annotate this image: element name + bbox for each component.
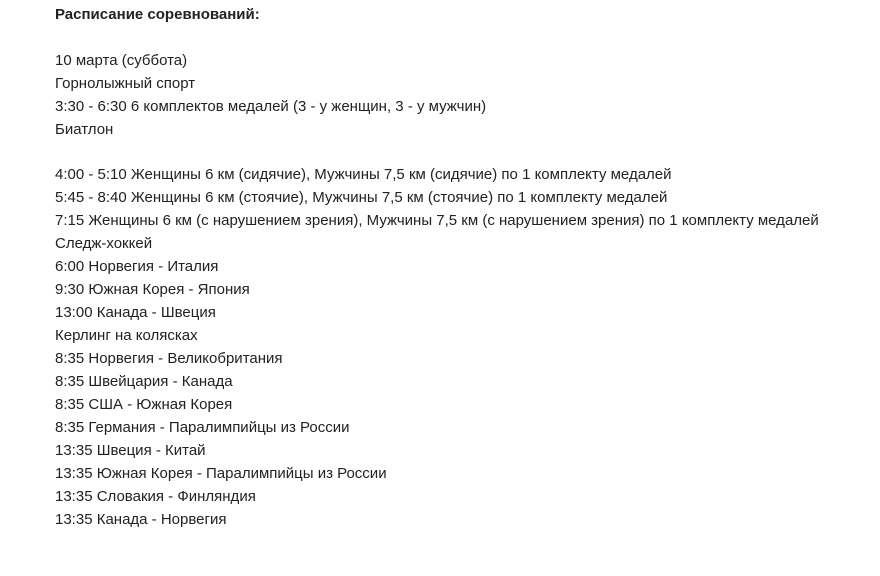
spacer — [55, 26, 855, 49]
sport-heading-sledge-hockey: Следж-хоккей — [55, 235, 153, 252]
event-line: 13:35 Словакия - Финляндия — [55, 488, 256, 505]
schedule-title: Расписание соревнований: — [55, 6, 260, 23]
event-line: 7:15 Женщины 6 км (с нарушением зрения), Мужчины 7,5 км (с нарушением зрения) по 1 комплекту медалей — [55, 212, 819, 229]
event-line: 4:00 - 5:10 Женщины 6 км (сидячие), Мужчины 7,5 км (сидячие) по 1 комплекту медалей — [55, 166, 672, 183]
event-line: 8:35 Норвегия - Великобритания — [55, 350, 283, 367]
sport-heading-biathlon: Биатлон — [55, 121, 114, 138]
event-line: 13:35 Южная Корея - Паралимпийцы из России — [55, 465, 387, 482]
event-line: 8:35 Германия - Паралимпийцы из России — [55, 419, 350, 436]
sport-heading-curling: Керлинг на колясках — [55, 327, 198, 344]
sport-heading-alpine: Горнолыжный спорт — [55, 75, 196, 92]
schedule-date: 10 марта (суббота) — [55, 52, 188, 69]
event-line: 3:30 - 6:30 6 комплектов медалей (3 - у женщин, 3 - у мужчин) — [55, 98, 487, 115]
event-line: 13:00 Канада - Швеция — [55, 304, 216, 321]
event-line: 6:00 Норвегия - Италия — [55, 258, 219, 275]
event-line: 8:35 Швейцария - Канада — [55, 373, 233, 390]
event-line: 5:45 - 8:40 Женщины 6 км (стоячие), Мужчины 7,5 км (стоячие) по 1 комплекту медалей — [55, 189, 668, 206]
spacer — [55, 141, 855, 163]
event-line: 13:35 Канада - Норвегия — [55, 511, 227, 528]
event-line: 13:35 Швеция - Китай — [55, 442, 206, 459]
schedule-article — [55, 0, 855, 531]
event-line: 9:30 Южная Корея - Япония — [55, 281, 250, 298]
event-line: 8:35 США - Южная Корея — [55, 396, 233, 413]
